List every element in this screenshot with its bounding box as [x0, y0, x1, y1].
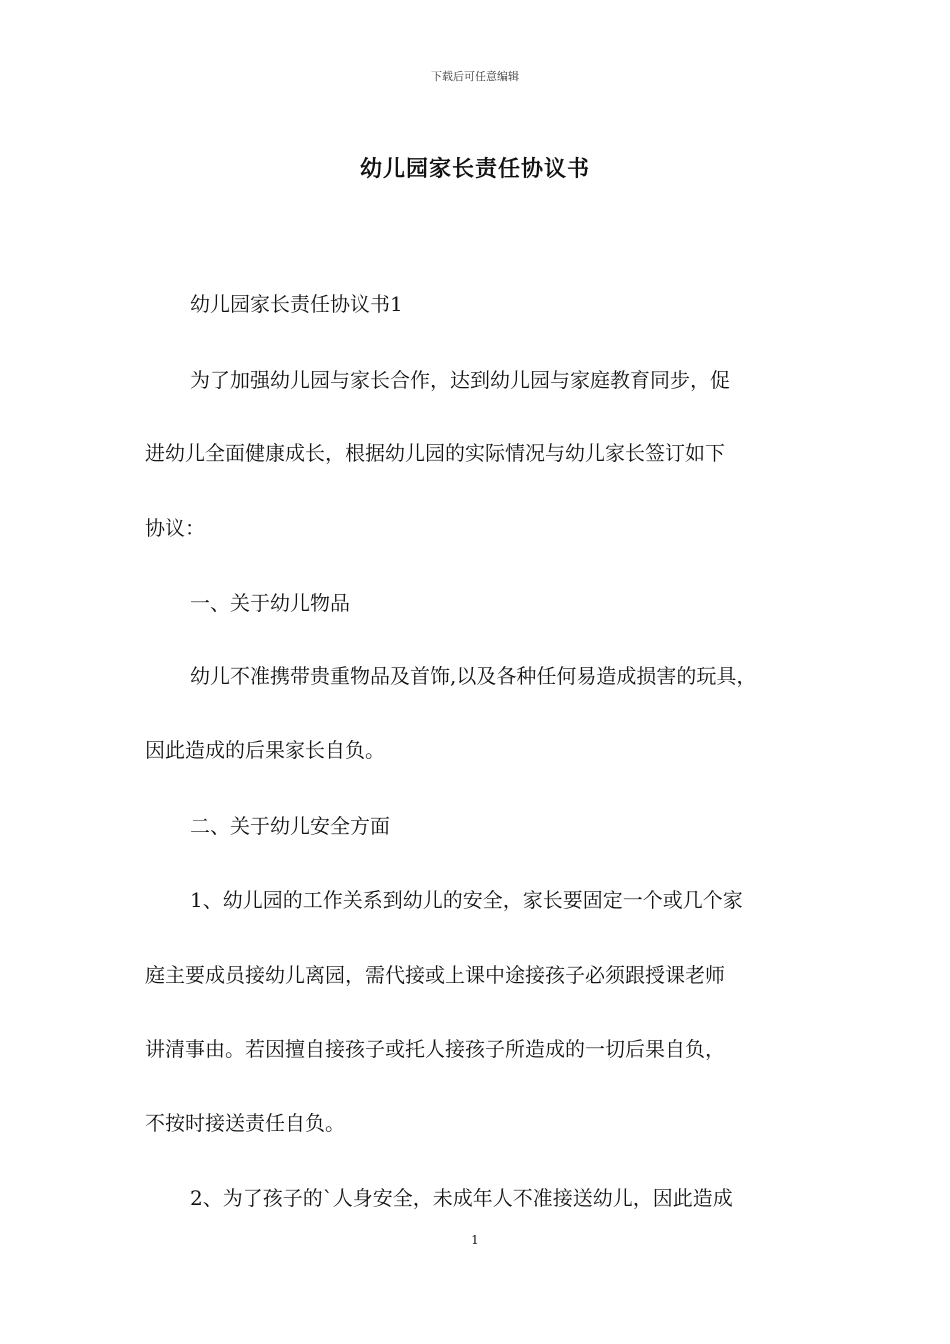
- paragraph-line: 因此造成的后果家长自负。: [145, 738, 385, 762]
- paragraph-line: 为了加强幼儿园与家长合作，达到幼儿园与家庭教育同步，促: [190, 368, 730, 392]
- paragraph-line: 不按时接送责任自负。: [145, 1111, 345, 1135]
- paragraph-line: 2、为了孩子的`人身安全，未成年人不准接送幼儿，因此造成: [190, 1186, 733, 1210]
- page-number: 1: [471, 1233, 479, 1247]
- paragraph-line: 协议：: [145, 516, 205, 540]
- paragraph-line: 1、幼儿园的工作关系到幼儿的安全，家长要固定一个或几个家: [190, 888, 743, 912]
- section-heading: 幼儿园家长责任协议书1: [190, 292, 403, 316]
- paragraph-line: 幼儿不准携带贵重物品及首饰,以及各种任何易造成损害的玩具，: [190, 664, 757, 688]
- document-title: 幼儿园家长责任协议书: [359, 156, 590, 182]
- paragraph-line: 庭主要成员接幼儿离园，需代接或上课中途接孩子必须跟授课老师: [145, 963, 725, 987]
- paragraph-line: 进幼儿全面健康成长，根据幼儿园的实际情况与幼儿家长签订如下: [145, 441, 725, 465]
- subheading-safety: 二、关于幼儿安全方面: [190, 814, 390, 838]
- paragraph-line: 讲清事由。若因擅自接孩子或托人接孩子所造成的一切后果自负，: [145, 1037, 725, 1061]
- header-note: 下载后可任意编辑: [431, 70, 519, 83]
- subheading-items: 一、关于幼儿物品: [190, 591, 350, 615]
